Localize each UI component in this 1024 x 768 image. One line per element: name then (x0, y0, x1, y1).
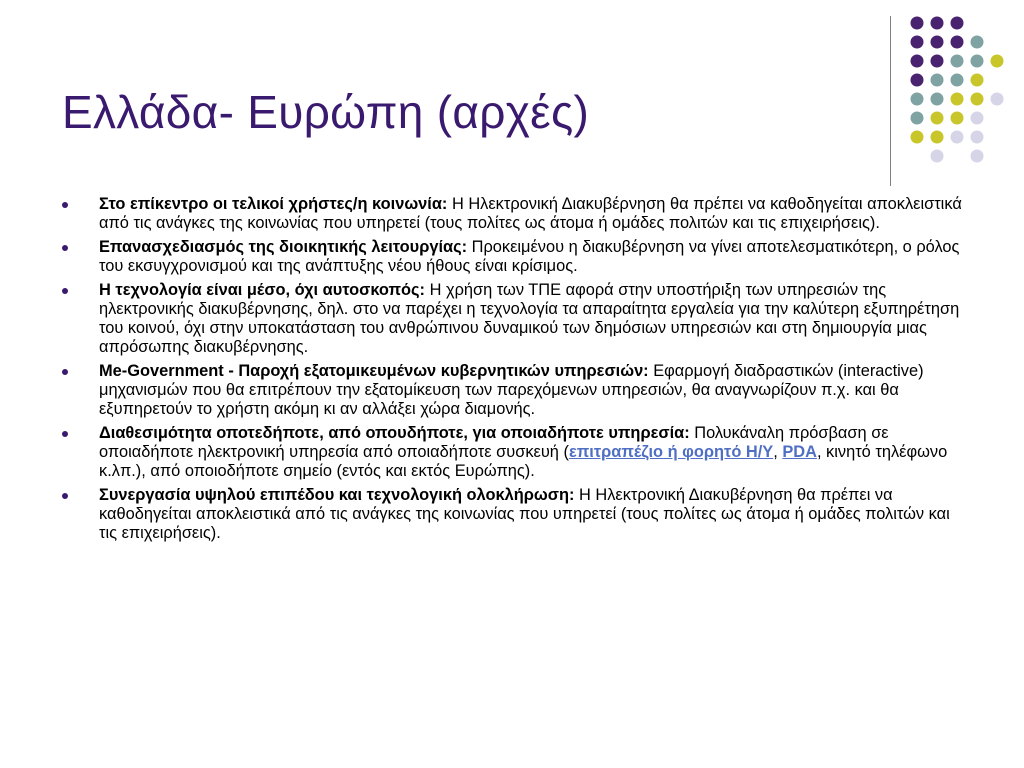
decor-dot (931, 150, 944, 163)
bullet-lead: Συνεργασία υψηλού επιπέδου και τεχνολογική ολοκλήρωση: (99, 486, 575, 504)
bullet-text: Η Ηλεκτρονική Διακυβέρνηση θα πρέπει να καθοδηγείται αποκλειστικά από τις ανάγκες της κοινωνίας που υπηρετεί (τους πολίτες ως άτομα ή ομάδες πολιτών και τις επιχειρήσεις). (99, 486, 950, 542)
bullet-text: Η Ηλεκτρονική Διακυβέρνηση θα πρέπει να καθοδηγείται αποκλειστικά από τις ανάγκες της κοινωνίας που υπηρετεί (τους πολίτες ως άτομα ή ομάδες πολιτών και τις επιχειρήσεις). (99, 195, 962, 232)
link-pda[interactable]: PDA (782, 443, 817, 461)
bullet-lead: Η τεχνολογία είναι μέσο, όχι αυτοσκοπός: (99, 281, 426, 299)
decor-dot (991, 93, 1004, 106)
bullet-text-tail: , κινητό τηλέφωνο κ.λπ.), από οποιοδήποτε σημείο (εντός και εκτός Ευρώπης). (99, 443, 948, 480)
decor-dot (951, 17, 964, 30)
slide-title: Ελλάδα- Ευρώπη (αρχές) (62, 86, 590, 138)
decor-dot (971, 55, 984, 68)
decor-dot (951, 74, 964, 87)
bullet-item (60, 238, 970, 276)
decor-dot (911, 17, 924, 30)
bullet-item (60, 195, 970, 233)
bullet-text: Προκειμένου η διακυβέρνηση να γίνει αποτελεσματικότερη, ο ρόλος του εκσυγχρονισμού και της ανάπτυξης νέου ήθους είναι κρίσιμος. (99, 238, 960, 275)
decor-dot (931, 36, 944, 49)
bullet-text: Πολυκάναλη πρόσβαση σε οποιαδήποτε ηλεκτρονική υπηρεσία από οποιαδήποτε συσκευή ( (99, 424, 889, 461)
decor-dot (971, 150, 984, 163)
decor-dot (911, 55, 924, 68)
bullet-lead: Me-Government - Παροχή εξατομικευμένων κυβερνητικών υπηρεσιών: (99, 362, 649, 380)
decor-dot (911, 112, 924, 125)
bullet-icon (62, 288, 68, 294)
bullet-lead: Επανασχεδιασμός της διοικητικής λειτουργίας: (99, 238, 468, 256)
decor-dot (951, 131, 964, 144)
bullet-item (60, 424, 970, 481)
bullet-icon (62, 369, 68, 375)
decor-dot (991, 55, 1004, 68)
decor-dot (931, 131, 944, 144)
bullet-lead: Στο επίκεντρο οι τελικοί χρήστες/η κοινωνία: (99, 195, 448, 213)
bullet-item (60, 362, 970, 419)
decor-dot (971, 36, 984, 49)
decor-dot (911, 36, 924, 49)
bullet-item (60, 281, 970, 357)
decor-dot (971, 74, 984, 87)
decor-dot (931, 112, 944, 125)
decor-dot (971, 93, 984, 106)
bullet-text: Εφαρμογή διαδραστικών (interactive) μηχανισμών που θα επιτρέπουν την εξατομίκευση των παρεχόμενων υπηρεσιών, θα αναγνωρίζουν π.χ. και θα εξυπηρετούν το χρήστη ακόμη κι αν αλλάξει χώρα διαμονής. (99, 362, 924, 418)
decor-dot (931, 17, 944, 30)
decor-dot (951, 55, 964, 68)
bullet-text: Η χρήση των ΤΠΕ αφορά στην υποστήριξη των υπηρεσιών της ηλεκτρονικής διακυβέρνησης, δηλ. στο να παρέχει η τεχνολογία τα απαραίτητα εργαλεία για την καλύτερη εξυπηρέτηση του κοινού, όχι στην υποκατάσταση του ανθρώπινου δυναμικού των δημόσιων υπηρεσιών και στη δημιουργία μιας απρόσωπης διακυβέρνησης. (99, 281, 960, 356)
bullet-separator: , (773, 443, 783, 461)
bullet-icon (62, 431, 68, 437)
decor-dot (911, 131, 924, 144)
bullet-icon (62, 245, 68, 251)
decor-dot (931, 93, 944, 106)
decor-dot (951, 112, 964, 125)
bullet-icon (62, 493, 68, 499)
bullet-list (60, 195, 970, 548)
decor-dot (911, 93, 924, 106)
decor-dot (951, 93, 964, 106)
bullet-lead: Διαθεσιμότητα οποτεδήποτε, από οπουδήποτε, για οποιαδήποτε υπηρεσία: (99, 424, 690, 442)
link-desktop-laptop[interactable]: επιτραπέζιο ή φορητό Η/Υ (568, 443, 774, 461)
decor-dot (951, 36, 964, 49)
decor-dot (931, 74, 944, 87)
bullet-item (60, 486, 970, 543)
decor-dot (971, 112, 984, 125)
decor-dot (911, 74, 924, 87)
vertical-divider (890, 16, 891, 186)
decor-dot (971, 131, 984, 144)
decor-dot (931, 55, 944, 68)
bullet-icon (62, 202, 68, 208)
